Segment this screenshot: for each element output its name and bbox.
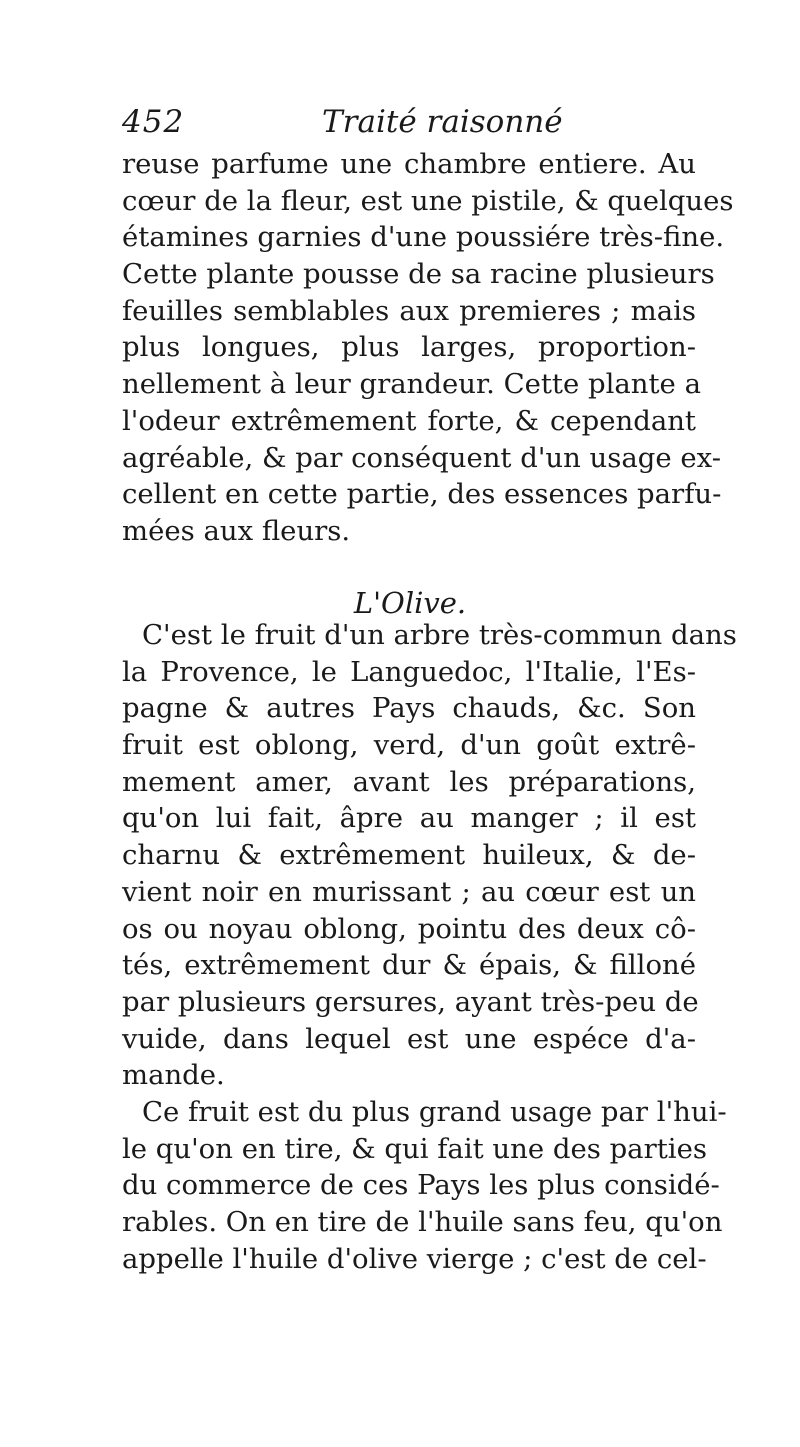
text-line: feuilles semblables aux premieres ; mais [122,294,696,327]
text-line: Cette plante pousse de sa racine plusieurs [122,258,715,291]
section-heading: L'Olive. [353,586,467,620]
text-line: mande. [122,1059,225,1092]
text-line: le qu'on en tire, & qui fait une des parties [122,1132,707,1165]
text-line: nellement à leur grandeur. Cette plante a [122,368,701,401]
text-line: agréable, & par conséquent d'un usage ex- [122,441,721,474]
text-line: qu'on lui fait, âpre au manger ; il est [122,802,696,835]
text-line: pagne & autres Pays chauds, &c. Son [122,692,696,725]
paragraph-continuation [122,146,734,550]
text-line: Ce fruit est du plus grand usage par l'hui- [142,1095,727,1128]
olive-text [122,617,737,1277]
text-line: étamines garnies d'une poussiére très-fine. [122,221,725,254]
text-line: charnu & extrêmement huileux, & de- [122,839,696,872]
text-line: os ou noyau oblong, pointu des deux cô- [122,912,696,945]
text-line: du commerce de ces Pays les plus considé- [122,1169,720,1202]
text-line: l'odeur extrêmement forte, & cependant [122,404,696,437]
text-line: reuse parfume une chambre entiere. Au [122,148,696,180]
text-line: fruit est oblong, verd, d'un goût extrê- [122,729,696,762]
text-line: cellent en cette partie, des essences parfu- [122,478,722,511]
text-line: vient noir en murissant ; au cœur est un [122,875,696,908]
text-line: mées aux fleurs. [122,514,351,547]
running-title: Traité raisonné [322,104,563,140]
page-number: 452 [122,104,185,140]
text-line: par plusieurs gersures, ayant très-peu de [122,985,699,1018]
page-header [122,104,692,148]
text-line: appelle l'huile d'olive vierge ; c'est de cel- [122,1242,707,1275]
text-line: vuide, dans lequel est une espéce d'a- [122,1022,696,1055]
text-line: cœur de la fleur, est une pistile, & quelques [122,184,734,217]
text-line: la Provence, le Languedoc, l'Italie, l'Es- [122,655,696,688]
text-line: plus longues, plus larges, proportion- [122,331,696,364]
text-line: C'est le fruit d'un arbre très-commun dans [142,619,737,651]
text-line: rables. On en tire de l'huile sans feu, qu'on [122,1206,723,1238]
text-line: mement amer, avant les préparations, [122,765,696,798]
text-line: tés, extrêmement dur & épais, & filloné [122,949,696,982]
